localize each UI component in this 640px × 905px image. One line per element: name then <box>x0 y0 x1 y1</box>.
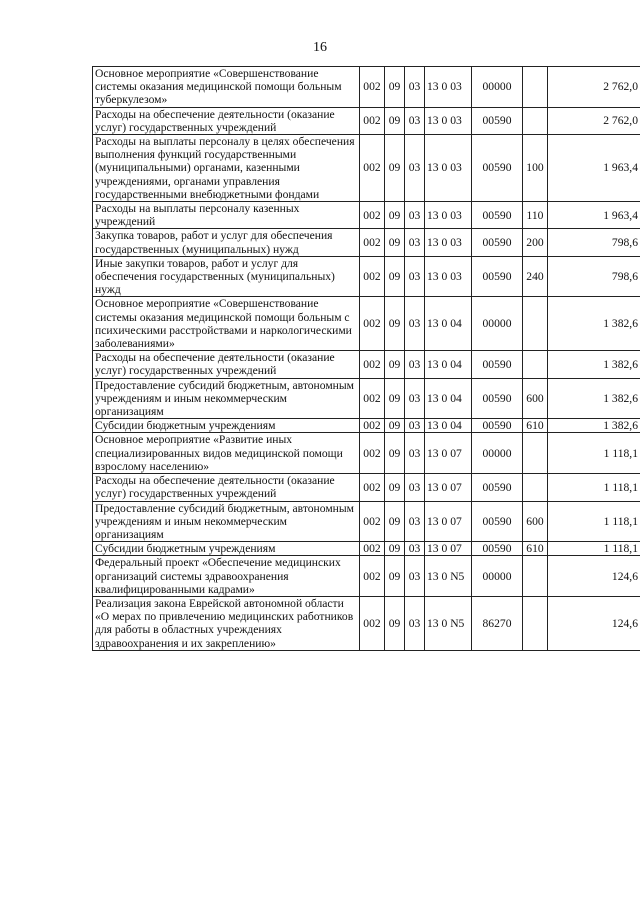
expense-type-code-cell <box>523 596 548 650</box>
expense-type-code-cell <box>523 297 548 351</box>
expense-type-code-cell <box>523 351 548 378</box>
target-article-code-cell: 00000 <box>472 67 523 108</box>
amount-cell: 1 382,6 <box>548 378 640 419</box>
section-code-cell: 09 <box>385 556 405 597</box>
table-row <box>93 135 640 202</box>
ministry-code-cell: 002 <box>360 501 385 542</box>
subsection-code-cell: 03 <box>405 135 425 202</box>
subsection-code-cell: 03 <box>405 378 425 419</box>
program-code-cell: 13 0 07 <box>425 542 472 556</box>
target-article-code-cell: 00590 <box>472 107 523 134</box>
ministry-code-cell: 002 <box>360 542 385 556</box>
program-code-cell: 13 0 04 <box>425 378 472 419</box>
ministry-code-cell: 002 <box>360 256 385 297</box>
ministry-code-cell: 002 <box>360 107 385 134</box>
expense-type-code-cell: 610 <box>523 542 548 556</box>
expense-type-code-cell: 240 <box>523 256 548 297</box>
amount-cell: 1 963,4 <box>548 202 640 229</box>
expense-type-code-cell <box>523 107 548 134</box>
expense-type-code-cell <box>523 433 548 474</box>
row-name-cell: Закупка товаров, работ и услуг для обеспечения государственных (муниципальных) нужд <box>93 229 360 256</box>
amount-cell: 124,6 <box>548 556 640 597</box>
amount-cell: 1 382,6 <box>548 297 640 351</box>
amount-cell: 1 118,1 <box>548 501 640 542</box>
subsection-code-cell: 03 <box>405 501 425 542</box>
section-code-cell: 09 <box>385 229 405 256</box>
subsection-code-cell: 03 <box>405 474 425 501</box>
amount-cell: 2 762,0 <box>548 107 640 134</box>
section-code-cell: 09 <box>385 351 405 378</box>
section-code-cell: 09 <box>385 107 405 134</box>
page-number: 16 <box>313 40 327 55</box>
program-code-cell: 13 0 03 <box>425 229 472 256</box>
row-name-cell: Основное мероприятие «Развитие иных специализированных видов медицинской помощи взрослому населению» <box>93 433 360 474</box>
amount-cell: 1 382,6 <box>548 351 640 378</box>
target-article-code-cell: 00590 <box>472 256 523 297</box>
table-row <box>93 67 640 108</box>
ministry-code-cell: 002 <box>360 135 385 202</box>
subsection-code-cell: 03 <box>405 107 425 134</box>
ministry-code-cell: 002 <box>360 297 385 351</box>
target-article-code-cell: 00590 <box>472 501 523 542</box>
table-row <box>93 556 640 597</box>
program-code-cell: 13 0 03 <box>425 256 472 297</box>
target-article-code-cell: 86270 <box>472 596 523 650</box>
row-name-cell: Расходы на обеспечение деятельности (оказание услуг) государственных учреждений <box>93 107 360 134</box>
expense-type-code-cell: 110 <box>523 202 548 229</box>
amount-cell: 798,6 <box>548 229 640 256</box>
subsection-code-cell: 03 <box>405 256 425 297</box>
row-name-cell: Расходы на выплаты персоналу в целях обеспечения выполнения функций государственными (муниципальными) органами, казенными учреждениями, органами управления государственными внебюджетными фондами <box>93 135 360 202</box>
expense-type-code-cell <box>523 474 548 501</box>
target-article-code-cell: 00590 <box>472 419 523 433</box>
row-name-cell: Расходы на выплаты персоналу казенных учреждений <box>93 202 360 229</box>
target-article-code-cell: 00590 <box>472 135 523 202</box>
expense-type-code-cell: 610 <box>523 419 548 433</box>
program-code-cell: 13 0 04 <box>425 351 472 378</box>
subsection-code-cell: 03 <box>405 596 425 650</box>
amount-cell: 1 963,4 <box>548 135 640 202</box>
row-name-cell: Федеральный проект «Обеспечение медицинских организаций системы здравоохранения квалифицированными кадрами» <box>93 556 360 597</box>
table-row <box>93 474 640 501</box>
section-code-cell: 09 <box>385 542 405 556</box>
section-code-cell: 09 <box>385 135 405 202</box>
row-name-cell: Основное мероприятие «Совершенствование системы оказания медицинской помощи больным туберкулезом» <box>93 67 360 108</box>
amount-cell: 1 118,1 <box>548 433 640 474</box>
budget-table <box>92 66 640 651</box>
target-article-code-cell: 00000 <box>472 556 523 597</box>
subsection-code-cell: 03 <box>405 433 425 474</box>
row-name-cell: Иные закупки товаров, работ и услуг для обеспечения государственных (муниципальных) нужд <box>93 256 360 297</box>
subsection-code-cell: 03 <box>405 542 425 556</box>
ministry-code-cell: 002 <box>360 556 385 597</box>
row-name-cell: Реализация закона Еврейской автономной области «О мерах по привлечению медицинских работников для работы в областных учреждениях здравоохранения и их закреплению» <box>93 596 360 650</box>
subsection-code-cell: 03 <box>405 297 425 351</box>
expense-type-code-cell: 200 <box>523 229 548 256</box>
ministry-code-cell: 002 <box>360 596 385 650</box>
amount-cell: 1 382,6 <box>548 419 640 433</box>
section-code-cell: 09 <box>385 378 405 419</box>
section-code-cell: 09 <box>385 501 405 542</box>
amount-cell: 798,6 <box>548 256 640 297</box>
expense-type-code-cell <box>523 67 548 108</box>
target-article-code-cell: 00590 <box>472 378 523 419</box>
program-code-cell: 13 0 03 <box>425 67 472 108</box>
section-code-cell: 09 <box>385 297 405 351</box>
table-row <box>93 107 640 134</box>
section-code-cell: 09 <box>385 596 405 650</box>
subsection-code-cell: 03 <box>405 229 425 256</box>
ministry-code-cell: 002 <box>360 378 385 419</box>
target-article-code-cell: 00000 <box>472 433 523 474</box>
subsection-code-cell: 03 <box>405 67 425 108</box>
table-row <box>93 419 640 433</box>
ministry-code-cell: 002 <box>360 67 385 108</box>
target-article-code-cell: 00000 <box>472 297 523 351</box>
table-row <box>93 256 640 297</box>
amount-cell: 1 118,1 <box>548 474 640 501</box>
program-code-cell: 13 0 03 <box>425 202 472 229</box>
expense-type-code-cell <box>523 556 548 597</box>
row-name-cell: Субсидии бюджетным учреждениям <box>93 542 360 556</box>
subsection-code-cell: 03 <box>405 351 425 378</box>
row-name-cell: Расходы на обеспечение деятельности (оказание услуг) государственных учреждений <box>93 474 360 501</box>
program-code-cell: 13 0 N5 <box>425 596 472 650</box>
table-row <box>93 351 640 378</box>
target-article-code-cell: 00590 <box>472 202 523 229</box>
row-name-cell: Основное мероприятие «Совершенствование системы оказания медицинской помощи больным с психическими расстройствами и наркологическими заболеваниями» <box>93 297 360 351</box>
subsection-code-cell: 03 <box>405 202 425 229</box>
section-code-cell: 09 <box>385 419 405 433</box>
expense-type-code-cell: 600 <box>523 501 548 542</box>
table-row <box>93 433 640 474</box>
subsection-code-cell: 03 <box>405 419 425 433</box>
row-name-cell: Предоставление субсидий бюджетным, автономным учреждениям и иным некоммерческим организациям <box>93 501 360 542</box>
amount-cell: 124,6 <box>548 596 640 650</box>
program-code-cell: 13 0 04 <box>425 419 472 433</box>
ministry-code-cell: 002 <box>360 474 385 501</box>
ministry-code-cell: 002 <box>360 351 385 378</box>
table-row <box>93 229 640 256</box>
amount-cell: 2 762,0 <box>548 67 640 108</box>
section-code-cell: 09 <box>385 67 405 108</box>
program-code-cell: 13 0 04 <box>425 297 472 351</box>
ministry-code-cell: 002 <box>360 433 385 474</box>
table-row <box>93 501 640 542</box>
section-code-cell: 09 <box>385 433 405 474</box>
subsection-code-cell: 03 <box>405 556 425 597</box>
ministry-code-cell: 002 <box>360 229 385 256</box>
program-code-cell: 13 0 07 <box>425 433 472 474</box>
target-article-code-cell: 00590 <box>472 229 523 256</box>
row-name-cell: Субсидии бюджетным учреждениям <box>93 419 360 433</box>
table-row <box>93 596 640 650</box>
program-code-cell: 13 0 03 <box>425 135 472 202</box>
expense-type-code-cell: 100 <box>523 135 548 202</box>
expense-type-code-cell: 600 <box>523 378 548 419</box>
table-row <box>93 202 640 229</box>
program-code-cell: 13 0 N5 <box>425 556 472 597</box>
ministry-code-cell: 002 <box>360 419 385 433</box>
table-row <box>93 378 640 419</box>
table-row <box>93 542 640 556</box>
target-article-code-cell: 00590 <box>472 351 523 378</box>
row-name-cell: Расходы на обеспечение деятельности (оказание услуг) государственных учреждений <box>93 351 360 378</box>
program-code-cell: 13 0 07 <box>425 474 472 501</box>
amount-cell: 1 118,1 <box>548 542 640 556</box>
section-code-cell: 09 <box>385 474 405 501</box>
ministry-code-cell: 002 <box>360 202 385 229</box>
section-code-cell: 09 <box>385 256 405 297</box>
table-row <box>93 297 640 351</box>
row-name-cell: Предоставление субсидий бюджетным, автономным учреждениям и иным некоммерческим организациям <box>93 378 360 419</box>
program-code-cell: 13 0 07 <box>425 501 472 542</box>
target-article-code-cell: 00590 <box>472 474 523 501</box>
target-article-code-cell: 00590 <box>472 542 523 556</box>
program-code-cell: 13 0 03 <box>425 107 472 134</box>
section-code-cell: 09 <box>385 202 405 229</box>
